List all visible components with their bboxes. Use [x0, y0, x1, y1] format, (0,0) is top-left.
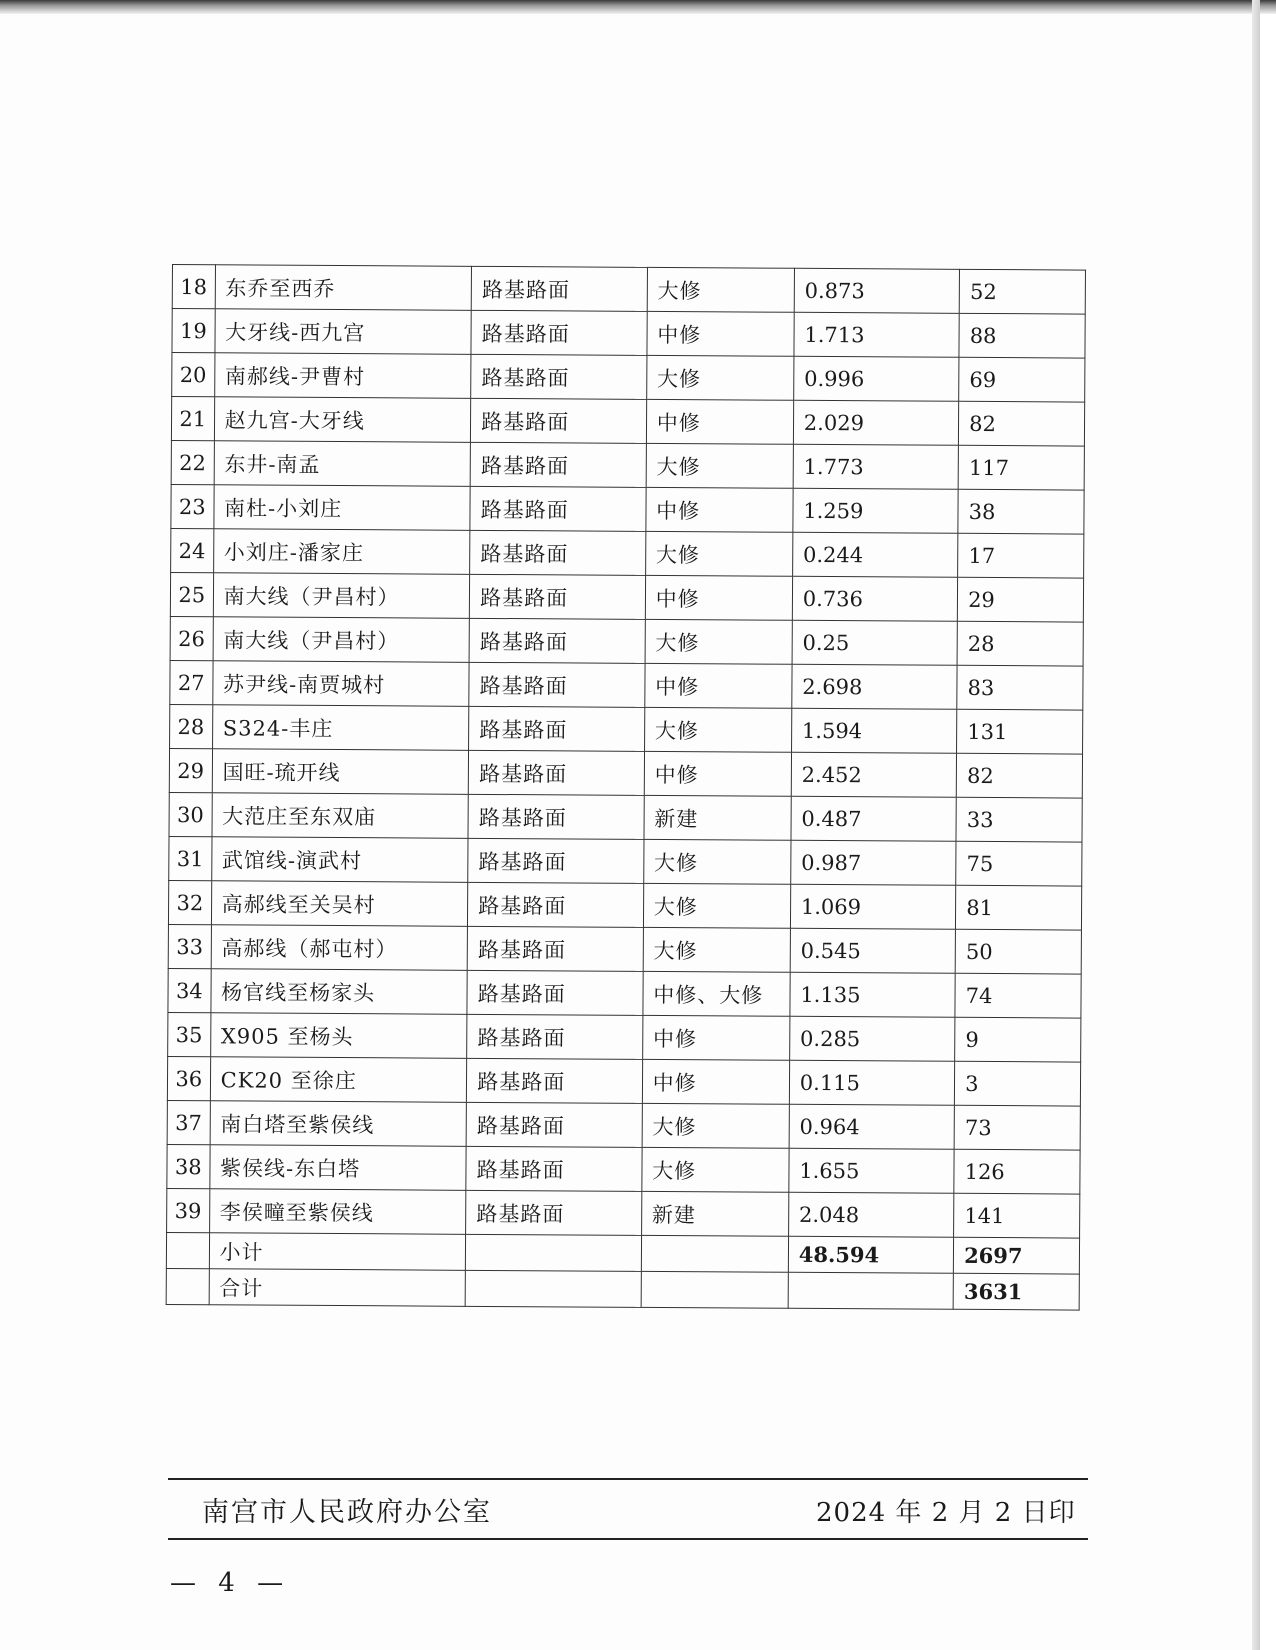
row-number-cell: 27	[170, 660, 213, 704]
investment-cell: 52	[959, 269, 1085, 314]
road-name-cell: 南白塔至紫侯线	[210, 1101, 467, 1147]
table-row	[170, 660, 1083, 710]
table-row	[171, 484, 1084, 534]
road-name-cell: X905 至杨头	[210, 1013, 467, 1059]
investment-cell: 88	[959, 313, 1085, 358]
construction-nature-cell: 中修	[646, 399, 793, 444]
row-number-cell: 32	[168, 880, 211, 924]
construction-type-cell: 路基路面	[469, 618, 645, 663]
row-number-cell: 31	[169, 836, 212, 880]
subtotal-row	[166, 1232, 1079, 1274]
construction-type-cell: 路基路面	[468, 882, 644, 927]
construction-nature-cell: 中修	[644, 751, 791, 796]
total-no-cell	[166, 1268, 209, 1304]
row-number-cell: 23	[171, 484, 214, 528]
total-nature-cell	[641, 1271, 788, 1308]
table-row	[167, 1188, 1080, 1238]
length-km-cell: 1.773	[793, 444, 959, 489]
length-km-cell: 0.25	[792, 620, 958, 665]
subtotal-type-cell	[466, 1234, 642, 1271]
row-number-cell: 24	[171, 528, 214, 572]
investment-cell: 73	[954, 1105, 1080, 1150]
table-row	[168, 968, 1081, 1018]
road-name-cell: 紫侯线-东白塔	[209, 1145, 466, 1191]
construction-type-cell: 路基路面	[470, 530, 646, 575]
investment-cell: 83	[957, 665, 1083, 710]
investment-cell: 28	[957, 621, 1083, 666]
table-row	[168, 1012, 1081, 1062]
row-number-cell: 35	[168, 1012, 211, 1056]
road-name-cell: S324-丰庄	[212, 705, 469, 751]
investment-cell: 117	[958, 445, 1084, 490]
investment-cell: 38	[958, 489, 1084, 534]
row-number-cell: 39	[167, 1188, 210, 1232]
length-km-cell: 0.987	[791, 840, 957, 885]
construction-type-cell: 路基路面	[470, 486, 646, 531]
length-km-cell: 1.259	[793, 488, 959, 533]
construction-nature-cell: 中修	[645, 575, 792, 620]
construction-nature-cell: 大修	[643, 883, 790, 928]
total-length-cell	[788, 1272, 954, 1309]
row-number-cell: 36	[167, 1056, 210, 1100]
total-row	[166, 1268, 1079, 1310]
investment-cell: 33	[956, 797, 1082, 842]
construction-nature-cell: 新建	[641, 1191, 788, 1236]
length-km-cell: 0.115	[789, 1060, 955, 1105]
row-number-cell: 25	[170, 572, 213, 616]
page-number-dash-right: —	[257, 1568, 284, 1598]
row-number-cell: 22	[171, 440, 214, 484]
construction-type-cell: 路基路面	[468, 838, 644, 883]
construction-type-cell: 路基路面	[467, 1014, 643, 1059]
total-type-cell	[465, 1270, 641, 1307]
table-row	[167, 1144, 1080, 1194]
footer-print-date: 2024 年 2 月 2 日印	[816, 1498, 1076, 1528]
length-km-cell: 1.069	[790, 884, 956, 929]
construction-nature-cell: 大修	[645, 619, 792, 664]
table-row	[172, 265, 1085, 315]
construction-type-cell: 路基路面	[469, 706, 645, 751]
investment-cell: 141	[954, 1193, 1080, 1238]
table-row	[170, 572, 1083, 622]
footer-rule-top	[168, 1478, 1088, 1480]
construction-type-cell: 路基路面	[466, 1146, 642, 1191]
table-row	[169, 748, 1082, 798]
road-name-cell: 小刘庄-潘家庄	[213, 529, 470, 575]
footer-issuing-office: 南宫市人民政府办公室	[202, 1497, 492, 1528]
length-km-cell: 0.873	[794, 268, 960, 313]
road-projects-table	[166, 264, 1086, 1311]
table-body	[167, 265, 1086, 1239]
investment-cell: 69	[959, 357, 1085, 402]
row-number-cell: 38	[167, 1144, 210, 1188]
construction-type-cell: 路基路面	[471, 266, 647, 311]
table-row	[170, 704, 1083, 754]
construction-nature-cell: 大修	[646, 355, 793, 400]
construction-nature-cell: 大修	[646, 443, 793, 488]
table-row	[172, 353, 1085, 403]
table-row	[167, 1100, 1080, 1150]
scan-shadow-top	[0, 0, 1276, 14]
investment-cell: 29	[957, 577, 1083, 622]
row-number-cell: 37	[167, 1100, 210, 1144]
page-number-dash-left: —	[170, 1568, 196, 1598]
length-km-cell: 1.594	[791, 708, 957, 753]
subtotal-no-cell	[166, 1232, 209, 1268]
subtotal-nature-cell	[641, 1235, 788, 1272]
length-km-cell: 2.698	[792, 664, 958, 709]
construction-nature-cell: 大修	[642, 1147, 789, 1192]
table-row	[168, 880, 1081, 930]
investment-cell: 75	[956, 841, 1082, 886]
length-km-cell: 0.996	[793, 356, 959, 401]
length-km-cell: 0.285	[789, 1016, 955, 1061]
subtotal-investment: 2697	[954, 1237, 1080, 1274]
investment-cell: 3	[955, 1061, 1081, 1106]
total-investment: 3631	[953, 1273, 1079, 1310]
investment-cell: 131	[957, 709, 1083, 754]
investment-cell: 17	[958, 533, 1084, 578]
road-name-cell: 大牙线-西九宫	[215, 309, 472, 355]
road-name-cell: 杨官线至杨家头	[211, 969, 468, 1015]
investment-cell: 50	[955, 929, 1081, 974]
construction-nature-cell: 大修	[643, 839, 790, 884]
row-number-cell: 21	[171, 397, 214, 441]
length-km-cell: 1.655	[789, 1148, 955, 1193]
construction-nature-cell: 大修	[647, 267, 794, 312]
construction-type-cell: 路基路面	[466, 1190, 642, 1235]
road-name-cell: 南大线（尹昌村）	[213, 573, 470, 619]
length-km-cell: 1.135	[790, 972, 956, 1017]
road-name-cell: 南杜-小刘庄	[213, 485, 470, 531]
row-number-cell: 34	[168, 968, 211, 1012]
construction-nature-cell: 新建	[644, 795, 791, 840]
construction-type-cell: 路基路面	[469, 750, 645, 795]
construction-type-cell: 路基路面	[469, 662, 645, 707]
construction-type-cell: 路基路面	[466, 1102, 642, 1147]
length-km-cell: 2.048	[788, 1192, 954, 1237]
length-km-cell: 0.487	[791, 796, 957, 841]
road-name-cell: 国旺-琉开线	[212, 749, 469, 795]
row-number-cell: 19	[172, 309, 215, 353]
table-row	[168, 924, 1081, 974]
row-number-cell: 30	[169, 792, 212, 836]
construction-type-cell: 路基路面	[470, 442, 646, 487]
scan-shadow-right	[1252, 0, 1260, 1650]
length-km-cell: 0.736	[792, 576, 958, 621]
row-number-cell: 33	[168, 924, 211, 968]
table-row	[169, 792, 1082, 842]
length-km-cell: 2.452	[791, 752, 957, 797]
road-name-cell: 南大线（尹昌村）	[213, 617, 470, 663]
construction-type-cell: 路基路面	[467, 1058, 643, 1103]
row-number-cell: 28	[170, 704, 213, 748]
construction-type-cell: 路基路面	[471, 310, 647, 355]
table-row	[172, 309, 1085, 359]
investment-cell: 81	[956, 885, 1082, 930]
subtotal-label: 小计	[209, 1233, 466, 1271]
table-row	[167, 1056, 1080, 1106]
row-number-cell: 20	[172, 353, 215, 397]
road-name-cell: 南郝线-尹曹村	[214, 353, 471, 399]
construction-type-cell: 路基路面	[471, 398, 647, 443]
construction-nature-cell: 中修	[642, 1059, 789, 1104]
road-name-cell: 大范庄至东双庙	[212, 793, 469, 839]
construction-nature-cell: 大修	[643, 927, 790, 972]
construction-type-cell: 路基路面	[471, 354, 647, 399]
investment-cell: 82	[959, 401, 1085, 446]
table-row	[169, 836, 1082, 886]
table-row	[171, 528, 1084, 578]
table-row	[171, 397, 1084, 447]
construction-type-cell: 路基路面	[470, 574, 646, 619]
construction-nature-cell: 大修	[645, 531, 792, 576]
row-number-cell: 29	[169, 748, 212, 792]
row-number-cell: 26	[170, 616, 213, 660]
length-km-cell: 2.029	[793, 400, 959, 445]
road-name-cell: 高郝线（郝屯村）	[211, 925, 468, 971]
length-km-cell: 0.964	[789, 1104, 955, 1149]
construction-nature-cell: 中修	[646, 487, 793, 532]
road-name-cell: 苏尹线-南贾城村	[212, 661, 469, 707]
road-name-cell: CK20 至徐庄	[210, 1057, 467, 1103]
row-number-cell: 18	[172, 265, 215, 309]
page-number	[170, 1568, 283, 1598]
construction-nature-cell: 中修	[647, 311, 794, 356]
road-name-cell: 东乔至西乔	[215, 265, 472, 311]
page-number-value: 4	[218, 1568, 235, 1598]
investment-cell: 9	[955, 1017, 1081, 1062]
construction-nature-cell: 中修	[642, 1015, 789, 1060]
road-name-cell: 东井-南孟	[214, 441, 471, 487]
footer-rule-bottom	[168, 1538, 1088, 1540]
construction-nature-cell: 大修	[644, 707, 791, 752]
subtotal-length: 48.594	[788, 1236, 954, 1273]
construction-type-cell: 路基路面	[467, 926, 643, 971]
table-row	[171, 440, 1084, 490]
road-name-cell: 赵九宫-大牙线	[214, 397, 471, 443]
length-km-cell: 0.244	[792, 532, 958, 577]
construction-nature-cell: 中修、大修	[643, 971, 790, 1016]
road-name-cell: 李侯疃至紫侯线	[209, 1189, 466, 1235]
table-row	[170, 616, 1083, 666]
table-summary	[166, 1232, 1079, 1310]
investment-cell: 82	[956, 753, 1082, 798]
construction-nature-cell: 大修	[642, 1103, 789, 1148]
road-name-cell: 武馆线-演武村	[211, 837, 468, 883]
construction-nature-cell: 中修	[645, 663, 792, 708]
length-km-cell: 0.545	[790, 928, 956, 973]
construction-type-cell: 路基路面	[468, 794, 644, 839]
length-km-cell: 1.713	[794, 312, 960, 357]
total-label: 合计	[209, 1269, 466, 1307]
investment-cell: 74	[955, 973, 1081, 1018]
construction-type-cell: 路基路面	[467, 970, 643, 1015]
investment-cell: 126	[954, 1149, 1080, 1194]
road-name-cell: 高郝线至关吴村	[211, 881, 468, 927]
